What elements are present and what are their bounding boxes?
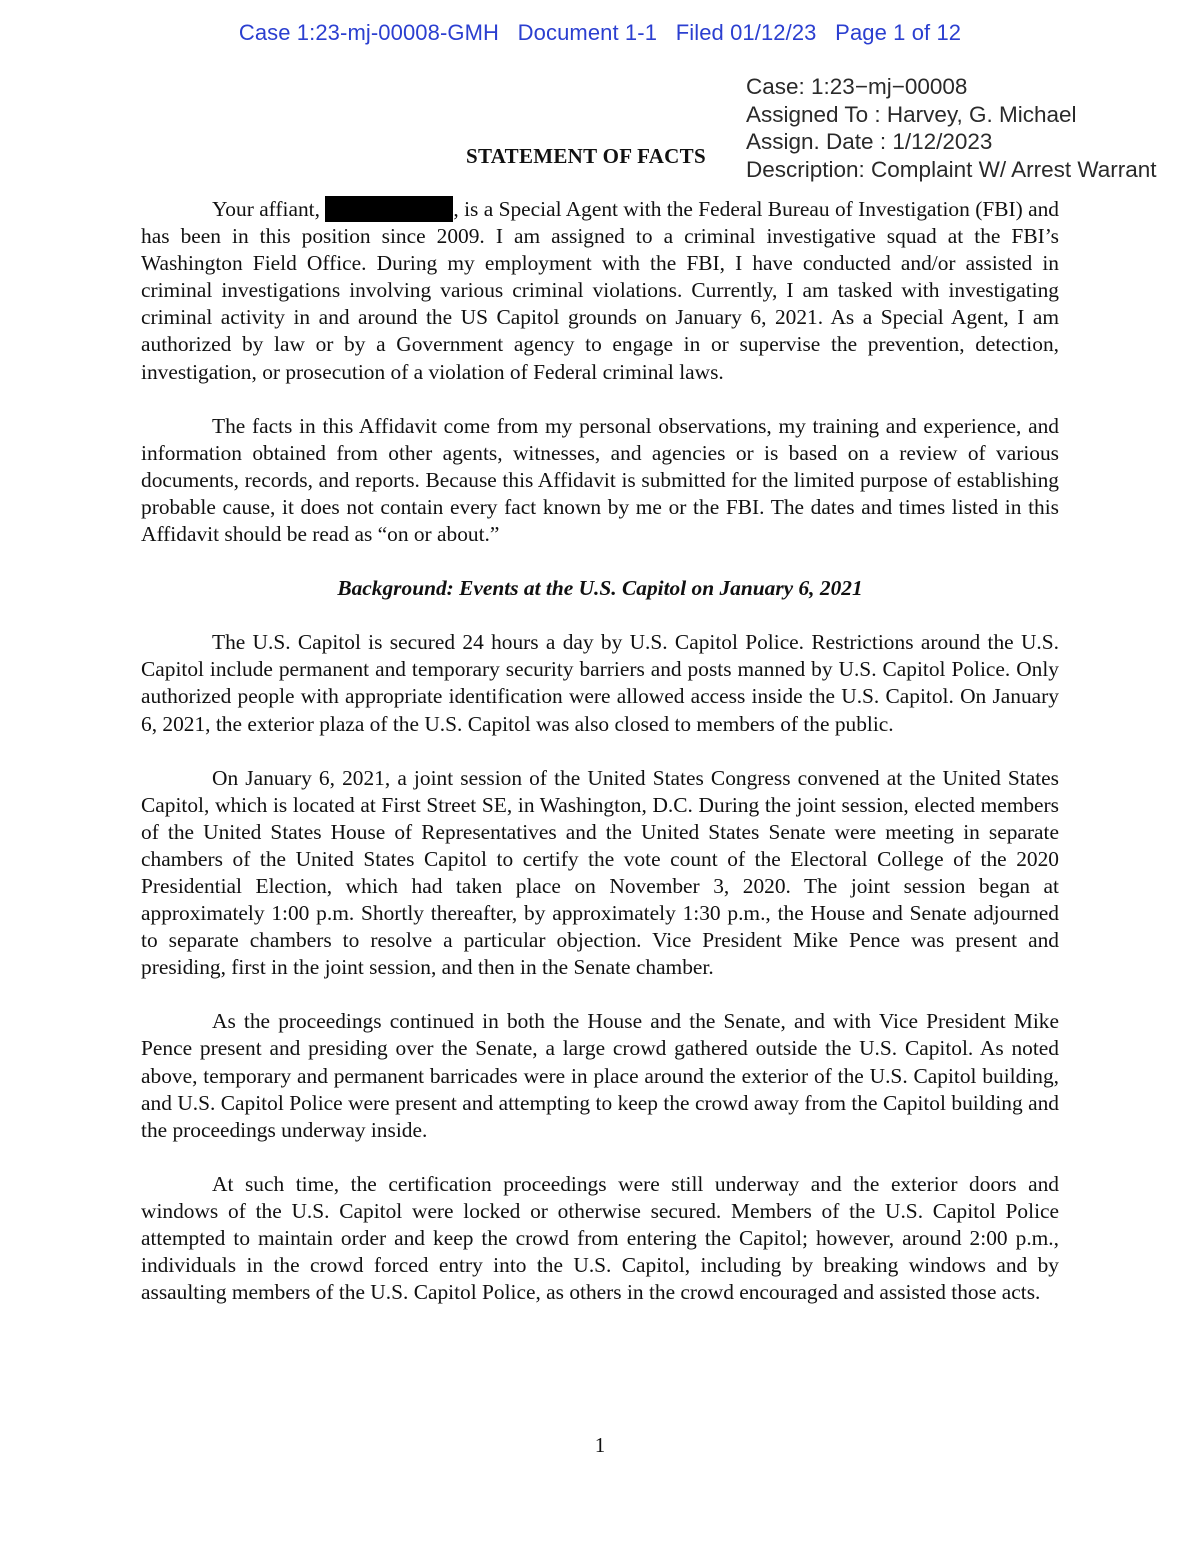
section-heading-background: Background: Events at the U.S. Capitol on January 6, 2021	[337, 576, 863, 601]
page-number: 1	[594, 1433, 606, 1457]
paragraph-crowd-gathered: As the proceedings continued in both the House and the Senate, and with Vice President Mike Pence present and presiding over the Senate, a large crowd gathered outside the U.S. Capitol. As noted above, temporary and permanent barricades were in place around the exterior of the U.S. Capitol building, and U.S. Capitol Police were present and attempting to keep the crowd away from the Capitol building and the proceedings underway inside.	[141, 1009, 1059, 1142]
ecf-filed-date: Filed 01/12/23	[675, 20, 817, 45]
paragraph-capitol-security: The U.S. Capitol is secured 24 hours a day by U.S. Capitol Police. Restrictions around the U.S. Capitol include permanent and temporary security barriers and posts manned by U.S. Capitol Police. Only authorized people with appropriate identification were allowed access inside the U.S. Capitol. On January 6, 2021, the exterior plaza of the U.S. Capitol was also closed to members of the public.	[141, 630, 1059, 736]
stamp-assigned-to: Assigned To : Harvey, G. Michael	[746, 101, 1077, 127]
ecf-page-count: Page 1 of 12	[835, 20, 962, 45]
case-assignment-stamp	[746, 73, 1200, 183]
redacted-name-block	[325, 196, 453, 222]
document-body	[141, 196, 1059, 1333]
ecf-case-number: Case 1:23-mj-00008-GMH	[238, 20, 500, 45]
stamp-case: Case: 1:23−mj−00008	[746, 74, 968, 99]
document-title: STATEMENT OF FACTS	[466, 144, 706, 168]
paragraph-joint-session: On January 6, 2021, a joint session of the United States Congress convened at the United States Capitol, which is located at First Street SE, in Washington, D.C. During the joint session, elected members of the United States House of Representatives and the United States Senate were meeting in separate chambers of the United States Capitol to certify the vote count of the Electoral College of the 2020 Presidential Election, which had taken place on November 3, 2020. The joint session began at approximately 1:00 p.m. Shortly thereafter, by approximately 1:30 p.m., the House and Senate adjourned to separate chambers to resolve a particular objection. Vice President Mike Pence was present and presiding, first in the joint session, and then in the Senate chamber.	[141, 765, 1059, 980]
stamp-assign-date: Assign. Date : 1/12/2023	[746, 129, 993, 154]
paragraph-affiant	[141, 196, 1059, 386]
affiant-intro: Your affiant,	[212, 197, 326, 221]
ecf-filing-header	[0, 20, 1200, 46]
ecf-document-number: Document 1-1	[517, 20, 658, 45]
affiant-description: , is a Special Agent with the Federal Bureau of Investigation (FBI) and has been in this position since 2009. I am assigned to a criminal investigative squad at the FBI’s Washington Field Office. During my employment with the FBI, I have conducted and/or assisted in criminal investigations involving various criminal violations. Currently, I am tasked with investigating criminal activity in and around the US Capitol grounds on January 6, 2021. As a Special Agent, I am authorized by law or by a Government agency to engage in or supervise the prevention, detection, investigation, or prosecution of a violation of Federal criminal laws.	[141, 197, 1059, 384]
paragraph-facts-source: The facts in this Affidavit come from my personal observations, my training and experience, and information obtained from other agents, witnesses, and agencies or is based on a review of various documents, records, and reports. Because this Affidavit is submitted for the limited purpose of establishing probable cause, it does not contain every fact known by me or the FBI. The dates and times listed in this Affidavit should be read as “on or about.”	[141, 413, 1059, 547]
stamp-description: Description: Complaint W/ Arrest Warrant	[746, 156, 1157, 182]
paragraph-forced-entry: At such time, the certification proceedings were still underway and the exterior doors and windows of the U.S. Capitol were locked or otherwise secured. Members of the U.S. Capitol Police attempted to maintain order and keep the crowd from entering the Capitol; however, around 2:00 p.m., individuals in the crowd forced entry into the U.S. Capitol, including by breaking windows and by assaulting members of the U.S. Capitol Police, as others in the crowd encouraged and assisted those acts.	[141, 1171, 1059, 1305]
